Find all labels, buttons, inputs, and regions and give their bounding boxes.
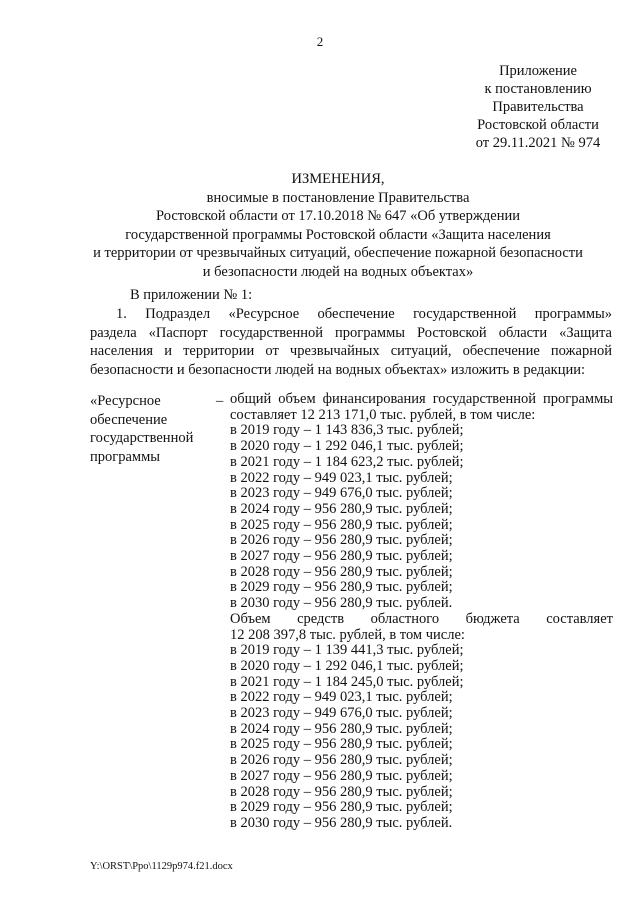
- funding-line: в 2025 году – 956 280,9 тыс. рублей;: [230, 736, 453, 753]
- title-line: и безопасности людей на водных объектах»: [202, 263, 474, 280]
- amendment-paragraph: [90, 305, 612, 379]
- page-number: 2: [316, 34, 324, 49]
- appendix-line: Ростовской области: [477, 117, 599, 133]
- title-line: ИЗМЕНЕНИЯ,: [291, 171, 385, 187]
- paragraph-line: 1. Подраздел «Ресурсное обеспечение государственной программы»: [116, 306, 612, 322]
- paragraph-line: раздела «Паспорт государственной программы Ростовской области «Защита: [90, 324, 612, 341]
- funding-line: в 2028 году – 956 280,9 тыс. рублей;: [230, 563, 453, 580]
- funding-line: 12 208 397,8 тыс. рублей, в том числе:: [230, 626, 465, 643]
- funding-line: в 2024 году – 956 280,9 тыс. рублей;: [230, 720, 453, 737]
- label-line: государственной: [90, 430, 194, 447]
- funding-line: в 2020 году – 1 292 046,1 тыс. рублей;: [230, 657, 464, 674]
- funding-line: в 2030 году – 956 280,9 тыс. рублей.: [230, 814, 453, 831]
- appendix-line: от 29.11.2021 № 974: [475, 135, 601, 151]
- title-line: и территории от чрезвычайных ситуаций, обеспечение пожарной безопасности: [93, 245, 583, 262]
- funding-line: в 2021 году – 1 184 623,2 тыс. рублей;: [230, 453, 464, 470]
- funding-line: в 2019 году – 1 139 441,3 тыс. рублей;: [230, 642, 464, 659]
- funding-line: в 2022 году – 949 023,1 тыс. рублей;: [230, 689, 453, 706]
- document-title: [78, 170, 598, 282]
- funding-line: в 2025 году – 956 280,9 тыс. рублей;: [230, 516, 453, 533]
- funding-line: в 2019 году – 1 143 836,3 тыс. рублей;: [230, 422, 464, 439]
- funding-line: в 2027 году – 956 280,9 тыс. рублей;: [230, 548, 453, 565]
- funding-line: общий объем финансирования государственной программы: [230, 391, 613, 407]
- funding-line: в 2022 году – 949 023,1 тыс. рублей;: [230, 469, 453, 486]
- dash-separator: –: [216, 393, 224, 409]
- resource-label: [90, 392, 220, 466]
- label-line: программы: [90, 448, 160, 465]
- funding-line: в 2030 году – 956 280,9 тыс. рублей.: [230, 595, 453, 612]
- file-path-footer: Y:\ORST\Ppo\1129p974.f21.docx: [90, 861, 233, 872]
- label-line: обеспечение: [90, 411, 168, 428]
- appendix-line: Правительства: [492, 99, 584, 115]
- funding-line: в 2023 году – 949 676,0 тыс. рублей;: [230, 485, 453, 502]
- funding-line: в 2026 году – 956 280,9 тыс. рублей;: [230, 752, 453, 769]
- title-line: Ростовской области от 17.10.2018 № 647 «Об утверждении: [156, 208, 520, 225]
- funding-line: в 2027 году – 956 280,9 тыс. рублей;: [230, 767, 453, 784]
- paragraph-line: населения и территории от чрезвычайных ситуаций, обеспечение пожарной: [90, 343, 612, 360]
- funding-details: [230, 392, 613, 832]
- funding-line: в 2029 году – 956 280,9 тыс. рублей;: [230, 799, 453, 816]
- paragraph-line: безопасности и безопасности людей на водных объектах» изложить в редакции:: [90, 361, 585, 378]
- funding-line: Объем средств областного бюджета составляет: [230, 610, 613, 627]
- funding-line: в 2029 году – 956 280,9 тыс. рублей;: [230, 579, 453, 596]
- title-line: государственной программы Ростовской области «Защита населения: [125, 226, 551, 243]
- funding-line: в 2026 году – 956 280,9 тыс. рублей;: [230, 532, 453, 549]
- appendix-line: Приложение: [499, 63, 577, 79]
- appendix-block: [428, 62, 640, 152]
- title-line: вносимые в постановление Правительства: [206, 189, 470, 206]
- funding-line: в 2020 году – 1 292 046,1 тыс. рублей;: [230, 438, 464, 455]
- funding-line: в 2021 году – 1 184 245,0 тыс. рублей;: [230, 673, 464, 690]
- intro-line: В приложении № 1:: [130, 287, 253, 303]
- funding-line: в 2024 году – 956 280,9 тыс. рублей;: [230, 500, 453, 517]
- funding-line: составляет 12 213 171,0 тыс. рублей, в том числе:: [230, 406, 536, 423]
- appendix-line: к постановлению: [484, 81, 592, 97]
- funding-line: в 2028 году – 956 280,9 тыс. рублей;: [230, 783, 453, 800]
- funding-line: в 2023 году – 949 676,0 тыс. рублей;: [230, 705, 453, 722]
- label-line: «Ресурсное: [90, 393, 161, 409]
